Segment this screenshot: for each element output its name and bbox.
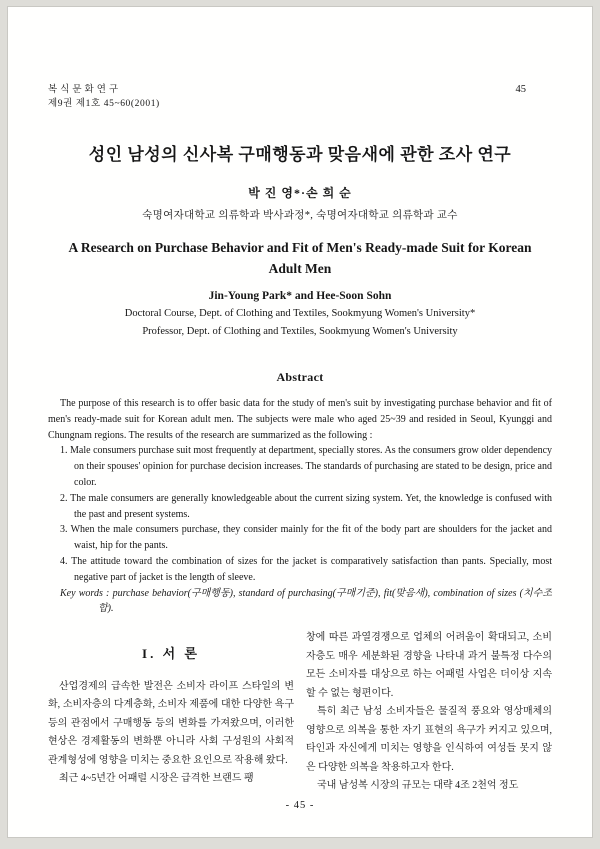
abstract-item-4-text: The attitude toward the combination of sizes for the jacket is comparatively satisfaction than pants. Specially, most negative part of jacket is the length of sleeve. [71, 555, 552, 583]
body-paragraph: 특히 최근 남성 소비자들은 물질적 풍요와 영상매체의 영향으로 의복을 통한 자기 표현의 욕구가 커지고 있으며, 타인과 자신에게 미치는 영향을 인식하여 여성들 못지 않은 다양한 의복을 착용하고자 한다. [306, 706, 552, 773]
journal-name: 복식문화연구 [48, 85, 122, 95]
affiliation-english-professor: Professor, Dept. of Clothing and Textiles, Sookmyung Women's University [142, 326, 458, 337]
section-heading-introduction: I. 서 론 [142, 646, 200, 662]
affiliation-english-doctoral: Doctoral Course, Dept. of Clothing and Textiles, Sookmyung Women's University* [124, 308, 476, 319]
affiliation-korean: 숙명여자대학교 의류학과 박사과정*, 숙명여자대학교 의류학과 교수 [142, 210, 458, 221]
body-paragraph: 국내 남성복 시장의 규모는 대략 4조 2천억 정도 [317, 780, 519, 792]
abstract-item-3 [48, 522, 552, 554]
body-two-columns [48, 629, 552, 796]
right-column [306, 629, 552, 796]
abstract-item-2 [48, 491, 552, 523]
abstract-intro: The purpose of this research is to offer basic data for the study of men's suit by investigating purchase behavior and fit of men's ready-made suit for Korean adult men. The subjects were male who aged 25~39 and resided in Seoul, Kyunggi and Chungnam regions. The results of the research are summarized as the following : [48, 398, 552, 441]
abstract-heading: Abstract [276, 370, 324, 384]
abstract-item-1-text: Male consumers purchase suit most frequently at department, specially stores. As the consumers grow older dependency on their spouses' opinion for purchase decision increases. The standards of purchasing are stated to be design, price and color. [70, 445, 553, 488]
abstract-item-3-number: 3. [60, 524, 68, 536]
title-english: A Research on Purchase Behavior and Fit of Men's Ready-made Suit for Korean Adult Men [68, 240, 532, 276]
abstract-section [48, 396, 552, 617]
abstract-item-1-number: 1. [60, 445, 68, 457]
title-korean: 성인 남성의 신사복 구매행동과 맞음새에 관한 조사 연구 [88, 145, 512, 164]
authors-korean: 박 진 영*·손 희 순 [248, 186, 352, 200]
paper-page [7, 6, 593, 838]
abstract-item-3-text: When the male consumers purchase, they consider mainly for the fit of the body part are shoulders for the jacket and waist, hip for the pants. [70, 524, 552, 552]
body-paragraph: 창에 따른 과열경쟁으로 업체의 어려움이 확대되고, 소비자층도 매우 세분화된 경향을 나타내 과거 불특정 다수의 모든 소비자를 대상으로 하는 어패럴 사업은 더이상 지속할 수 없는 형편이다. [306, 632, 552, 699]
footer-page-number: - 45 - [285, 800, 315, 811]
journal-issue: 제9권 제1호 45~60(2001) [48, 99, 160, 109]
authors-english: Jin-Young Park* and Hee-Soon Sohn [208, 290, 392, 302]
body-paragraph: 산업경제의 급속한 발전은 소비자 라이프 스타일의 변화, 소비자층의 다계층화, 소비자 제품에 대한 다양한 욕구 등의 관점에서 구매행동 등의 변화를 가져왔으며, 이러한 현상은 경제활동의 변화뿐 아니라 사회 구성원의 사회적 관계형성에 영향을 미치는 중요한 요인으로 작용해 왔다. [48, 680, 294, 766]
journal-info [48, 83, 160, 111]
abstract-keywords: Key words : purchase behavior(구매행동), standard of purchasing(구매기준), fit(맞음새), combination of sizes (치수조합). [60, 587, 552, 615]
abstract-item-2-text: The male consumers are generally knowledgeable about the current sizing system. Yet, the knowledge is confused with the past and present systems. [70, 492, 552, 520]
body-paragraph: 최근 4~5년간 어패럴 시장은 급격한 브랜드 팽 [59, 773, 254, 785]
abstract-item-4 [48, 554, 552, 586]
page-header [48, 83, 552, 111]
abstract-item-4-number: 4. [60, 555, 68, 567]
left-column [48, 629, 294, 796]
page-content [8, 7, 592, 796]
header-page-number: 45 [515, 84, 526, 95]
abstract-item-1 [48, 443, 552, 490]
abstract-item-2-number: 2. [60, 492, 68, 504]
